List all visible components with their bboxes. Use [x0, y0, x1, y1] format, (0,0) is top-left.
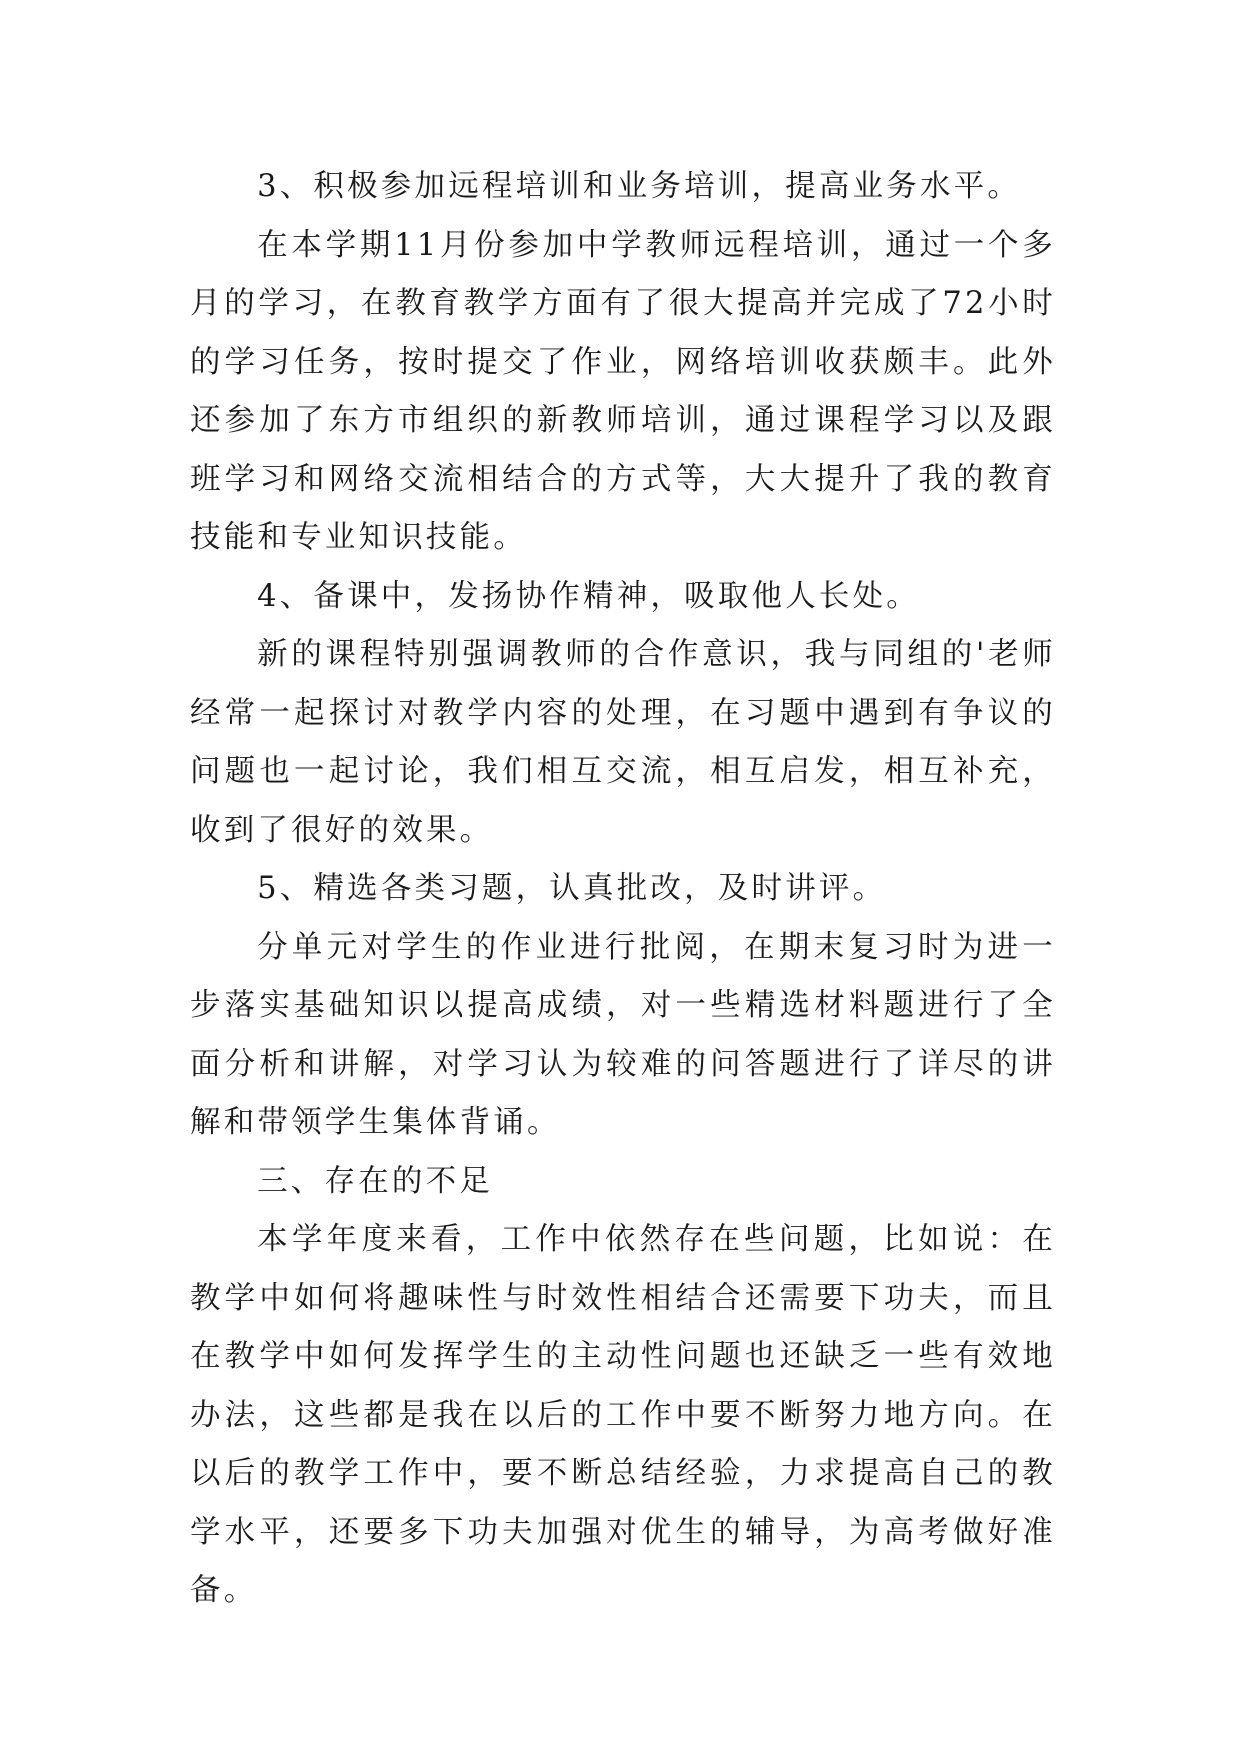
- paragraph-training: 在本学期11月份参加中学教师远程培训，通过一个多月的学习，在教育教学方面有了很大提高并完成了72小时的学习任务，按时提交了作业，网络培训收获颇丰。此外还参加了东方市组织的新教师培训，通过课程学习以及跟班学习和网络交流相结合的方式等，大大提升了我的教育技能和专业知识技能。: [190, 227, 1056, 555]
- paragraph-shortcomings: 本学年度来看，工作中依然存在些问题，比如说：在教学中如何将趣味性与时效性相结合还需要下功夫，而且在教学中如何发挥学生的主动性问题也还缺乏一些有效地办法，这些都是我在以后的工作中要不断努力地方向。在以后的教学工作中，要不断总结经验，力求提高自己的教学水平，还要多下功夫加强对优生的辅导，为高考做好准备。: [190, 1222, 1056, 1608]
- heading-item-4: 4、备课中，发扬协作精神，吸取他人长处。: [257, 578, 920, 614]
- section-heading-shortcomings: 三、存在的不足: [257, 1163, 493, 1199]
- heading-item-5: 5、精选各类习题，认真批改，及时讲评。: [257, 871, 887, 906]
- document-body: [190, 158, 1056, 1621]
- heading-item-3: 3、积极参加远程培训和业务培训，提高业务水平。: [257, 169, 1022, 204]
- paragraph-collaboration: 新的课程特别强调教师的合作意识，我与同组的'老师经常一起探讨对教学内容的处理，在习题中遇到有争议的问题也一起讨论，我们相互交流，相互启发，相互补充，收到了很好的效果。: [190, 637, 1056, 848]
- paragraph-exercises: 分单元对学生的作业进行批阅，在期末复习时为进一步落实基础知识以提高成绩，对一些精选材料题进行了全面分析和讲解，对学习认为较难的问答题进行了详尽的讲解和带领学生集体背诵。: [190, 929, 1056, 1140]
